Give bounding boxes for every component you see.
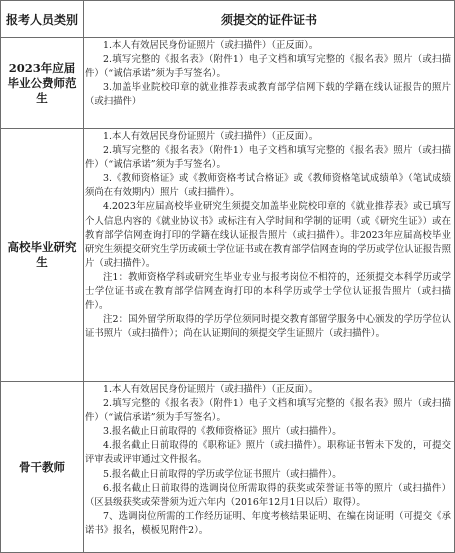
header-documents: 须提交的证件证书 bbox=[220, 12, 317, 27]
row-documents bbox=[85, 130, 451, 341]
document-item: 7、选调岗位所需的工作经历证明、年度考核结果证明、在编在岗证明（可提交《承诺书》报名，模板见附件2）。 bbox=[85, 510, 451, 536]
column-divider bbox=[83, 1, 84, 552]
header-category: 报考人员类别 bbox=[5, 12, 78, 27]
document-item: 2.填写完整的《报名表》（附件1）电子文档和填写完整的《报名表》照片（或扫描件）（“诚信承诺”须为手写签名）。 bbox=[85, 145, 451, 171]
document-item: 1.本人有效居民身份证照片（或扫描件）（正反面）。 bbox=[103, 40, 319, 51]
document-item: 1.本人有效居民身份证照片（或扫描件）（正反面）。 bbox=[103, 384, 319, 395]
document-item: 4.2023年应届高校毕业研究生须提交加盖毕业院校印章的《就业推荐表》或已填写个人信息内容的《就业协议书》或标注有入学时间和学制的证明（或《研究生证》）或在教育部学信网查询打印的学籍在线认证报告照片（或扫描件）。非2023年应届高校毕业研究生须提交研究生学历或硕士学位证书或在教育部学信网查询的学历或学位认证报告照片（或扫描件）。 bbox=[85, 201, 451, 269]
document-item: 3.报名截止日前取得的《教师资格证》照片（或扫描件）。 bbox=[103, 426, 342, 438]
row-documents bbox=[85, 383, 451, 538]
document-item: 5.报名截止日前取得的学历或学位证书照片（或扫描件）。 bbox=[103, 468, 342, 480]
row-documents bbox=[85, 39, 451, 109]
row-category: 高校毕业研究生 bbox=[7, 240, 77, 269]
document-note: 注1：教师资格学科或研究生毕业专业与报考岗位不相符的，还须提交本科学历或学士学位证书或在教育部学信网查询打印的本科学历或学士学位认证报告照片（或扫描件）。 bbox=[85, 271, 451, 312]
document-item: 3.《教师资格证》或《教师资格考试合格证》或《教师资格笔试成绩单》（笔试成绩须尚在有效期内）照片（或扫描件）。 bbox=[85, 173, 451, 199]
document-item: 6.报名截止日前取得的选调岗位所需取得的获奖或荣誉证书等的照片（或扫描件）（区县级获奖或荣誉须为近六年内（2016年12月1日以后）取得）。 bbox=[85, 482, 451, 508]
row-category: 2023年应届毕业公费师范生 bbox=[7, 60, 77, 105]
document-item: 1.本人有效居民身份证照片（或扫描件）（正反面）。 bbox=[103, 131, 319, 142]
row-category: 骨干教师 bbox=[19, 459, 65, 474]
document-item: 4.报名截止日前取得的《职称证》照片（或扫描件）。职称证书暂未下发的，可提交评审表或评审通过文件报名。 bbox=[85, 440, 451, 466]
document-item: 2.填写完整的《报名表》（附件1）电子文档和填写完整的《报名表》照片（或扫描件）（“诚信承诺”须为手写签名）。 bbox=[85, 398, 451, 424]
document-note: 注2：国外留学所取得的学历学位须同时提交教育部留学服务中心颁发的学历学位认证书照片（或扫描件）；尚在认证期间的须提交学生证照片（或扫描件）。 bbox=[85, 314, 451, 340]
document-item: 3.加盖毕业院校印章的就业推荐表或教育部学信网下载的学籍在线认证报告的照片（或扫描件） bbox=[85, 82, 451, 108]
document-item: 2.填写完整的《报名表》（附件1）电子文档和填写完整的《报名表》照片（或扫描件）（“诚信承诺”须为手写签名）。 bbox=[85, 54, 451, 80]
